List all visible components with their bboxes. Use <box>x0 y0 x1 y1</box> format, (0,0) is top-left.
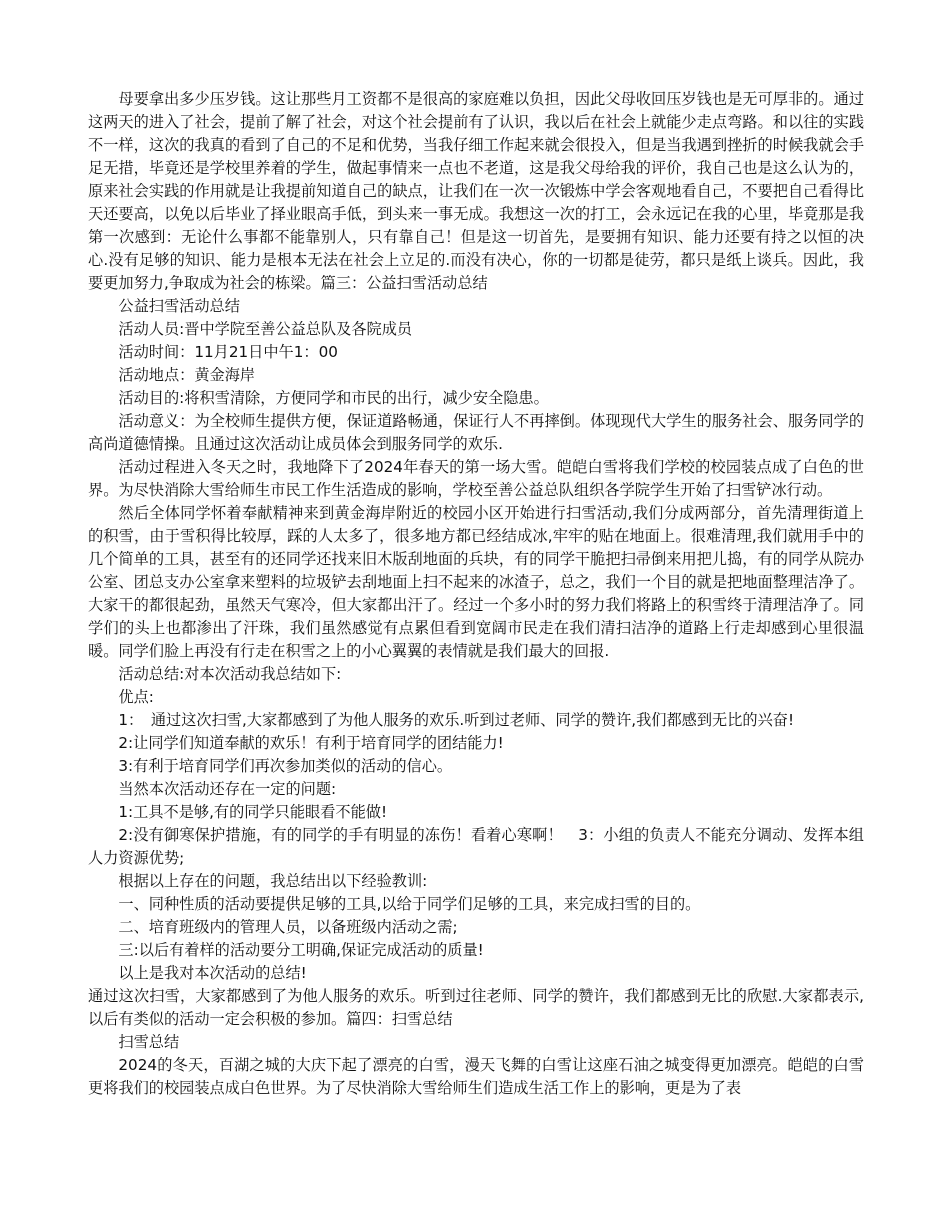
activity-summary-intro: 活动总结:对本次活动我总结如下: <box>118 665 342 683</box>
activity-location: 活动地点：黄金海岸 <box>118 366 256 384</box>
problems-heading: 当然本次活动还存在一定的问题: <box>118 780 337 798</box>
section-title-gongyi-saoxue: 公益扫雪活动总结 <box>118 297 240 315</box>
section-title-saoxue-zongjie: 扫雪总结 <box>118 1033 180 1051</box>
lessons-heading: 根据以上存在的问题，我总结出以下经验教训: <box>118 872 428 890</box>
advantage-item-1: 1： 通过这次扫雪,大家都感到了为他人服务的欢乐.听到过老师、同学的赞许,我们都感到无比的兴奋! <box>118 711 795 729</box>
lesson-item-2: 二、培育班级内的管理人员，以备班级内活动之需; <box>118 918 458 936</box>
advantage-item-3: 3:有利于培育同学们再次参加类似的活动的信心。 <box>118 757 453 775</box>
advantage-item-2: 2:让同学们知道奉献的欢乐！有利于培育同学的团结能力! <box>118 734 504 752</box>
activity-members: 活动人员:晋中学院至善公益总队及各院成员 <box>118 320 413 338</box>
lesson-item-3: 三:以后有着样的活动要分工明确,保证完成活动的质量! <box>118 941 484 959</box>
activity-time: 活动时间：11月21日中午1：00 <box>118 343 338 361</box>
paragraph-shijian-ganxiang: 母要拿出多少压岁钱。这让那些月工资都不是很高的家庭难以负担，因此父母收回压岁钱也是无可厚非的。通过这两天的进入了社会，提前了解了社会，对这个社会提前有了认识，我以后在社会上就能少走点弯路。和以往的实践不一样，这次的我真的看到了自己的不足和优势，当我仔细工作起来就会很投入，但是当我遇到挫折的时候我就会手足无措，毕竟还是学校里养着的学生，做起事情来一点也不老道，这是我父母给我的评价，我自己也是这么认为的，原来社会实践的作用就是让我提前知道自己的缺点，让我们在一次一次锻炼中学会客观地看自己，不要把自己看得比天还要高，以免以后毕业了择业眼高手低，到头来一事无成。我想这一次的打工，会永远记在我的心里，毕竟那是我第一次感到：无论什么事都不能靠别人，只有靠自己！但是这一切首先，是要拥有知识、能力还要有持之以恒的决心.没有足够的知识、能力是根本无法在社会上立足的.而没有决心，你的一切都是徒劳，都只是纸上谈兵。因此，我要更加努力,争取成为社会的栋梁。篇三：公益扫雪活动总结 <box>88 90 864 292</box>
document-page <box>88 88 864 1100</box>
activity-detail: 然后全体同学怀着奉献精神来到黄金海岸附近的校园小区开始进行扫雪活动,我们分成两部分，首先清理街道上的积雪，由于雪积得比较厚，踩的人太多了，很多地方都已经结成冰,牢牢的贴在地面上。很难清理,我们就用手中的几个简单的工具，甚至有的还同学还找来旧木版刮地面的兵块，有的同学干脆把扫帚倒来用把儿捣，有的同学从院办公室、团总支办公室拿来塑料的垃圾铲去刮地面上扫不起来的冰渣子，总之，我们一个目的就是把地面整理洁净了。大家干的都很起劲，虽然天气寒冷，但大家都出汗了。经过一个多小时的努力我们将路上的积雪终于清理洁净了。同学们的头上也都渗出了汗珠，我们虽然感觉有点累但看到宽阔市民走在我们清扫洁净的道路上行走却感到心里很温暖。同学们脸上再没有行走在积雪之上的小心翼翼的表情就是我们最大的回报. <box>88 504 864 660</box>
problem-item-1: 1:工具不是够,有的同学只能眼看不能做! <box>118 803 388 821</box>
final-remarks: 通过这次扫雪，大家都感到了为他人服务的欢乐。听到过往老师、同学的赞许，我们都感到无比的欣慰.大家都表示,以后有类似的活动一定会积极的参加。篇四：扫雪总结 <box>88 987 864 1028</box>
problem-item-2-3: 2:没有御寒保护措施，有的同学的手有明显的冻伤！看着心寒啊！ 3：小组的负责人不能充分调动、发挥本组人力资源优势; <box>88 826 864 867</box>
activity-purpose: 活动目的:将积雪清除，方便同学和市民的出行，减少安全隐患。 <box>118 389 549 407</box>
summary-closing: 以上是我对本次活动的总结! <box>118 964 307 982</box>
advantages-heading: 优点: <box>118 688 154 706</box>
activity-process: 活动过程进入冬天之时，我地降下了2024年春天的第一场大雪。皑皑白雪将我们学校的校园装点成了白色的世界。为尽快消除大雪给师生市民工作生活造成的影响，学校至善公益总队组织各学院学生开始了扫雪铲冰行动。 <box>88 458 864 499</box>
lesson-item-1: 一、同种性质的活动要提供足够的工具,以给于同学们足够的工具，来完成扫雪的目的。 <box>118 895 701 913</box>
paragraph-daqing-snow: 2024的冬天，百湖之城的大庆下起了漂亮的白雪，漫天飞舞的白雪让这座石油之城变得更加漂亮。皑皑的白雪更将我们的校园装点成白色世界。为了尽快消除大雪给师生们造成生活工作上的影响，更是为了表 <box>88 1056 864 1097</box>
activity-significance: 活动意义：为全校师生提供方便，保证道路畅通，保证行人不再摔倒。体现现代大学生的服务社会、服务同学的高尚道德情操。且通过这次活动让成员体会到服务同学的欢乐. <box>88 412 864 453</box>
